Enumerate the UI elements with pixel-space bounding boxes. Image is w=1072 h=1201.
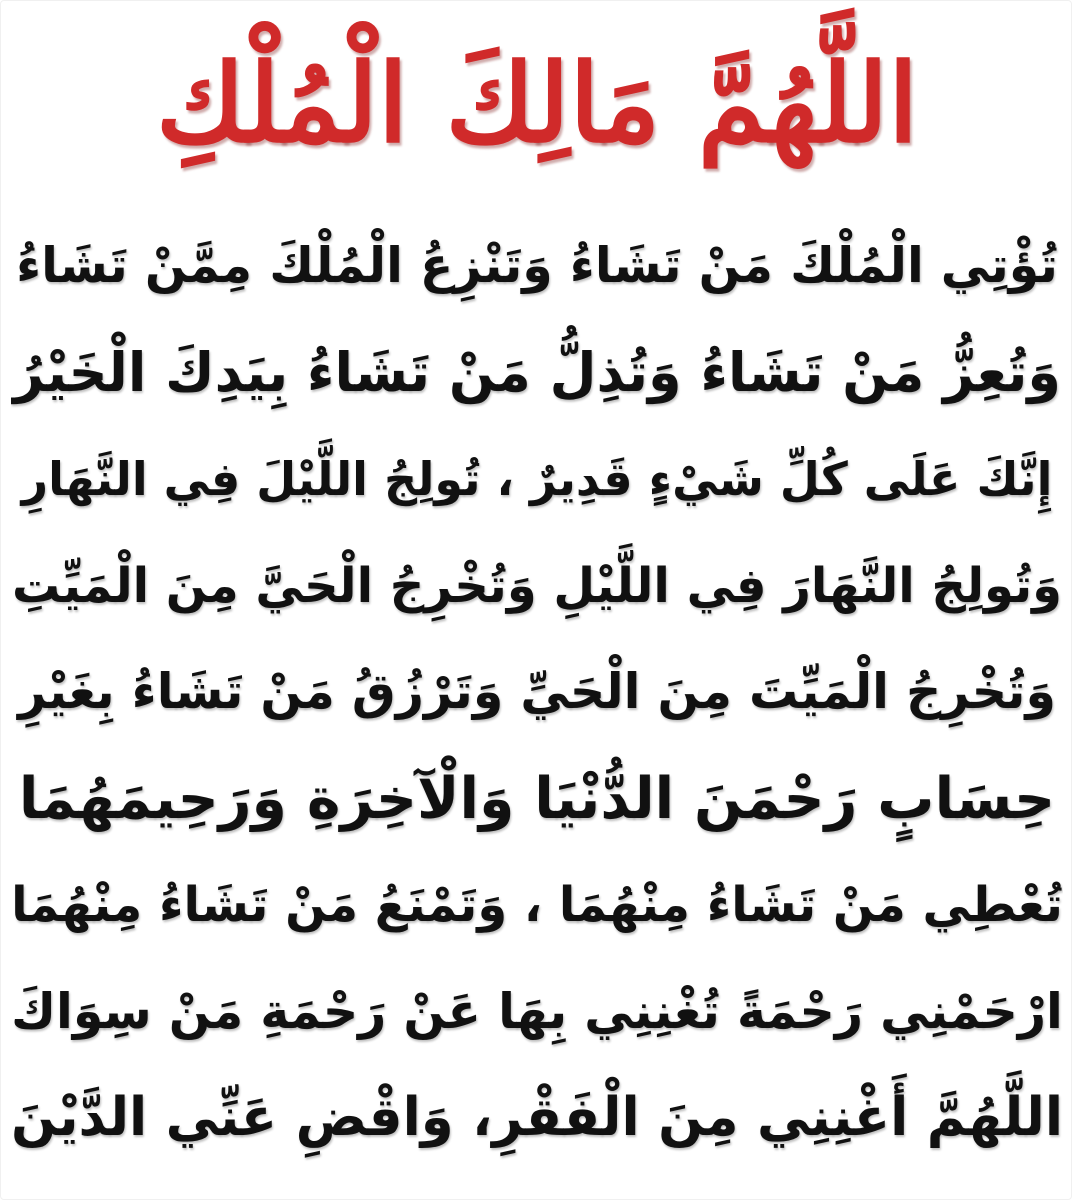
text-line-8: ارْحَمْنِي رَحْمَةً تُغْنِنِي بِهَا عَنْ رَحْمَةِ مَنْ سِوَاكَ — [11, 982, 1063, 1040]
text-line-6: حِسَابٍ رَحْمَنَ الدُّنْيَا وَالْآخِرَةِ وَرَحِيمَهُمَا — [18, 765, 1056, 832]
text-line-5: وَتُخْرِجُ الْمَيِّتَ مِنَ الْحَيِّ وَتَرْزُقُ مَنْ تَشَاءُ بِغَيْرِ — [18, 663, 1056, 720]
text-line-7: تُعْطِي مَنْ تَشَاءُ مِنْهُمَا ، وَتَمْنَعُ مَنْ تَشَاءُ مِنْهُمَا — [11, 877, 1063, 933]
text-line-4: وَتُولِجُ النَّهَارَ فِي اللَّيْلِ وَتُخْرِجُ الْحَيَّ مِنَ الْمَيِّتِ — [12, 557, 1062, 614]
prayer-text — [11, 213, 1063, 1201]
text-line-2: وَتُعِزُّ مَنْ تَشَاءُ وَتُذِلُّ مَنْ تَشَاءُ بِيَدِكَ الْخَيْرُ — [12, 340, 1062, 404]
page-title: اللَّهُمَّ مَالِكَ الْمُلْكِ — [155, 41, 919, 167]
text-line-3: إِنَّكَ عَلَى كُلِّ شَيْءٍ قَدِيرٌ ، تُولِجُ اللَّيْلَ فِي النَّهَارِ — [21, 452, 1053, 506]
text-line-1: تُؤْتِي الْمُلْكَ مَنْ تَشَاءُ وَتَنْزِعُ الْمُلْكَ مِمَّنْ تَشَاءُ — [16, 237, 1058, 294]
text-line-9: اللَّهُمَّ أَغْنِنِي مِنَ الْفَقْرِ، وَاقْضِ عَنِّي الدَّيْنَ — [11, 1087, 1063, 1148]
